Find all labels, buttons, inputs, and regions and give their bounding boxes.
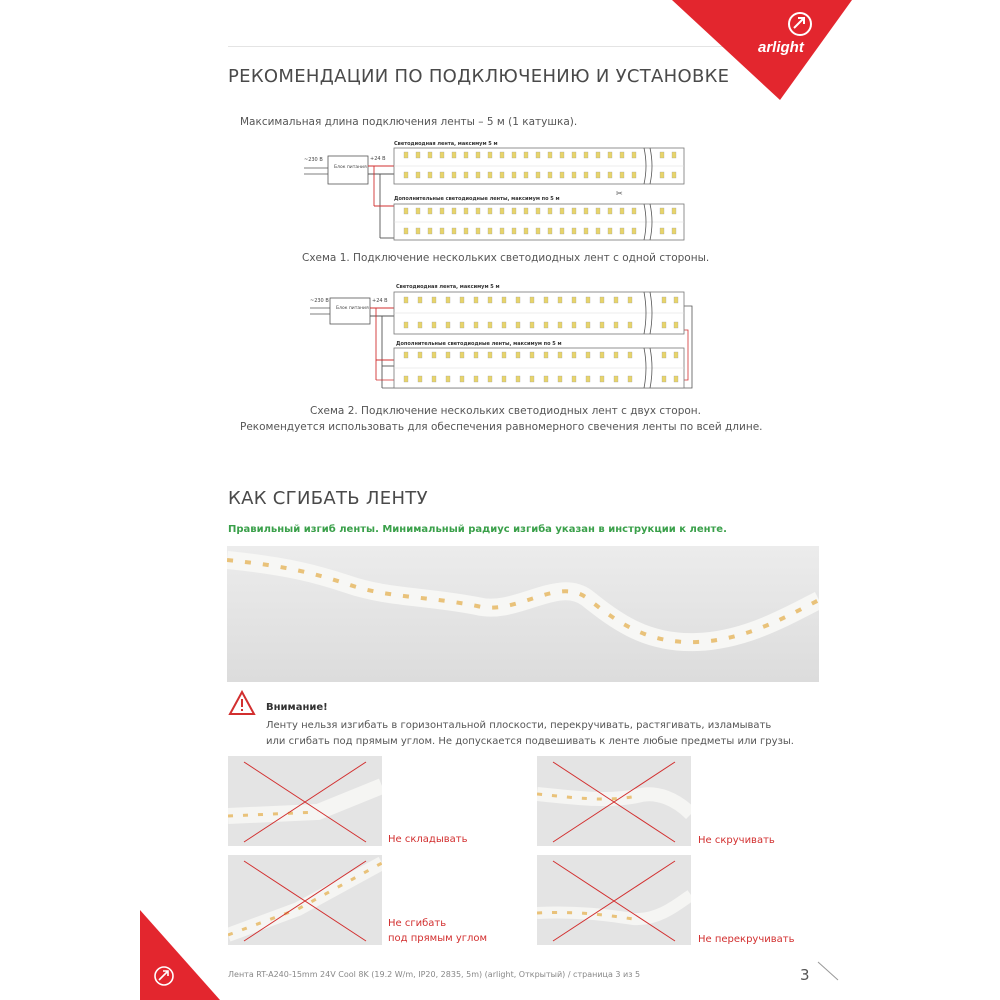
scheme2-led-strip-extra bbox=[394, 348, 684, 388]
warning-icon bbox=[228, 690, 256, 716]
logo-text: arlight bbox=[758, 39, 804, 56]
scheme1-input-label: ~230 В bbox=[304, 157, 323, 163]
scheme1-psu-box bbox=[328, 156, 368, 184]
scheme1-diagram bbox=[300, 134, 700, 244]
warning-line-2: или сгибать под прямым углом. Не допускается подвешивать к ленте любые предметы или грузы. bbox=[266, 736, 794, 747]
max-length-note: Максимальная длина подключения ленты – 5 м (1 катушка). bbox=[240, 116, 578, 128]
correct-bend-note: Правильный изгиб ленты. Минимальный радиус изгиба указан в инструкции к ленте. bbox=[228, 524, 727, 535]
scheme1-output-label: +24 В bbox=[370, 156, 386, 162]
scheme2-caption-line2: Рекомендуется использовать для обеспечения равномерного свечения ленты по всей длине. bbox=[240, 421, 763, 433]
caption-no-fold: Не складывать bbox=[388, 834, 468, 845]
footer-text: Лента RT-A240-15mm 24V Cool 8K (19.2 W/m, IP20, 2835, 5m) (arlight, Открытый) / страница 3 из 5 bbox=[228, 970, 641, 979]
footer-brand-mark bbox=[140, 910, 220, 1000]
thumb-right-angle-photo bbox=[228, 855, 382, 945]
scheme1-led-strip-main bbox=[394, 148, 684, 184]
thumb-overtwist-photo bbox=[537, 855, 691, 945]
scheme2-psu-box bbox=[330, 298, 370, 324]
scheme1-caption: Схема 1. Подключение нескольких светодиодных лент с одной стороны. bbox=[302, 252, 710, 264]
scheme2-input-label: ~230 В bbox=[310, 298, 329, 304]
scheme2-diagram bbox=[300, 282, 700, 394]
scheme1-psu-label: Блок питания bbox=[334, 165, 367, 170]
caption-no-right-angle bbox=[388, 916, 487, 946]
warning-text bbox=[266, 718, 794, 750]
scheme2-strip-label: Светодиодная лента, максимум 5 м bbox=[396, 284, 500, 290]
page-number: 3 bbox=[800, 966, 810, 984]
warning-title: Внимание! bbox=[266, 702, 328, 713]
correct-bend-photo bbox=[227, 546, 819, 682]
caption-no-right-angle-line2: под прямым углом bbox=[388, 933, 488, 944]
page-corner-icon bbox=[816, 960, 840, 982]
section-title-connection: РЕКОМЕНДАЦИИ ПО ПОДКЛЮЧЕНИЮ И УСТАНОВКЕ bbox=[228, 66, 730, 87]
scheme1-extra-label: Дополнительные светодиодные ленты, максимум по 5 м bbox=[394, 196, 560, 202]
section-title-bending: КАК СГИБАТЬ ЛЕНТУ bbox=[228, 488, 428, 509]
caption-no-overtwist: Не перекручивать bbox=[698, 934, 795, 945]
caption-no-twist: Не скручивать bbox=[698, 835, 775, 846]
caption-no-right-angle-line1: Не сгибать bbox=[388, 918, 447, 929]
scheme2-psu-label: Блок питания bbox=[336, 306, 369, 311]
thumb-fold-photo bbox=[228, 756, 382, 846]
scissors-icon: ✂ bbox=[616, 189, 623, 198]
warning-line-1: Ленту нельзя изгибать в горизонтальной плоскости, перекручивать, растягивать, изламывать bbox=[266, 720, 772, 731]
scheme1-led-strip-extra bbox=[394, 204, 684, 240]
scheme2-led-strip-main bbox=[394, 292, 684, 334]
scheme1-strip-label: Светодиодная лента, максимум 5 м bbox=[394, 141, 498, 147]
scheme2-extra-label: Дополнительные светодиодные ленты, максимум по 5 м bbox=[396, 341, 562, 347]
scheme2-caption-line1: Схема 2. Подключение нескольких светодиодных лент с двух сторон. bbox=[310, 405, 702, 417]
thumb-twist-photo bbox=[537, 756, 691, 846]
scheme2-output-label: +24 В bbox=[372, 298, 388, 304]
